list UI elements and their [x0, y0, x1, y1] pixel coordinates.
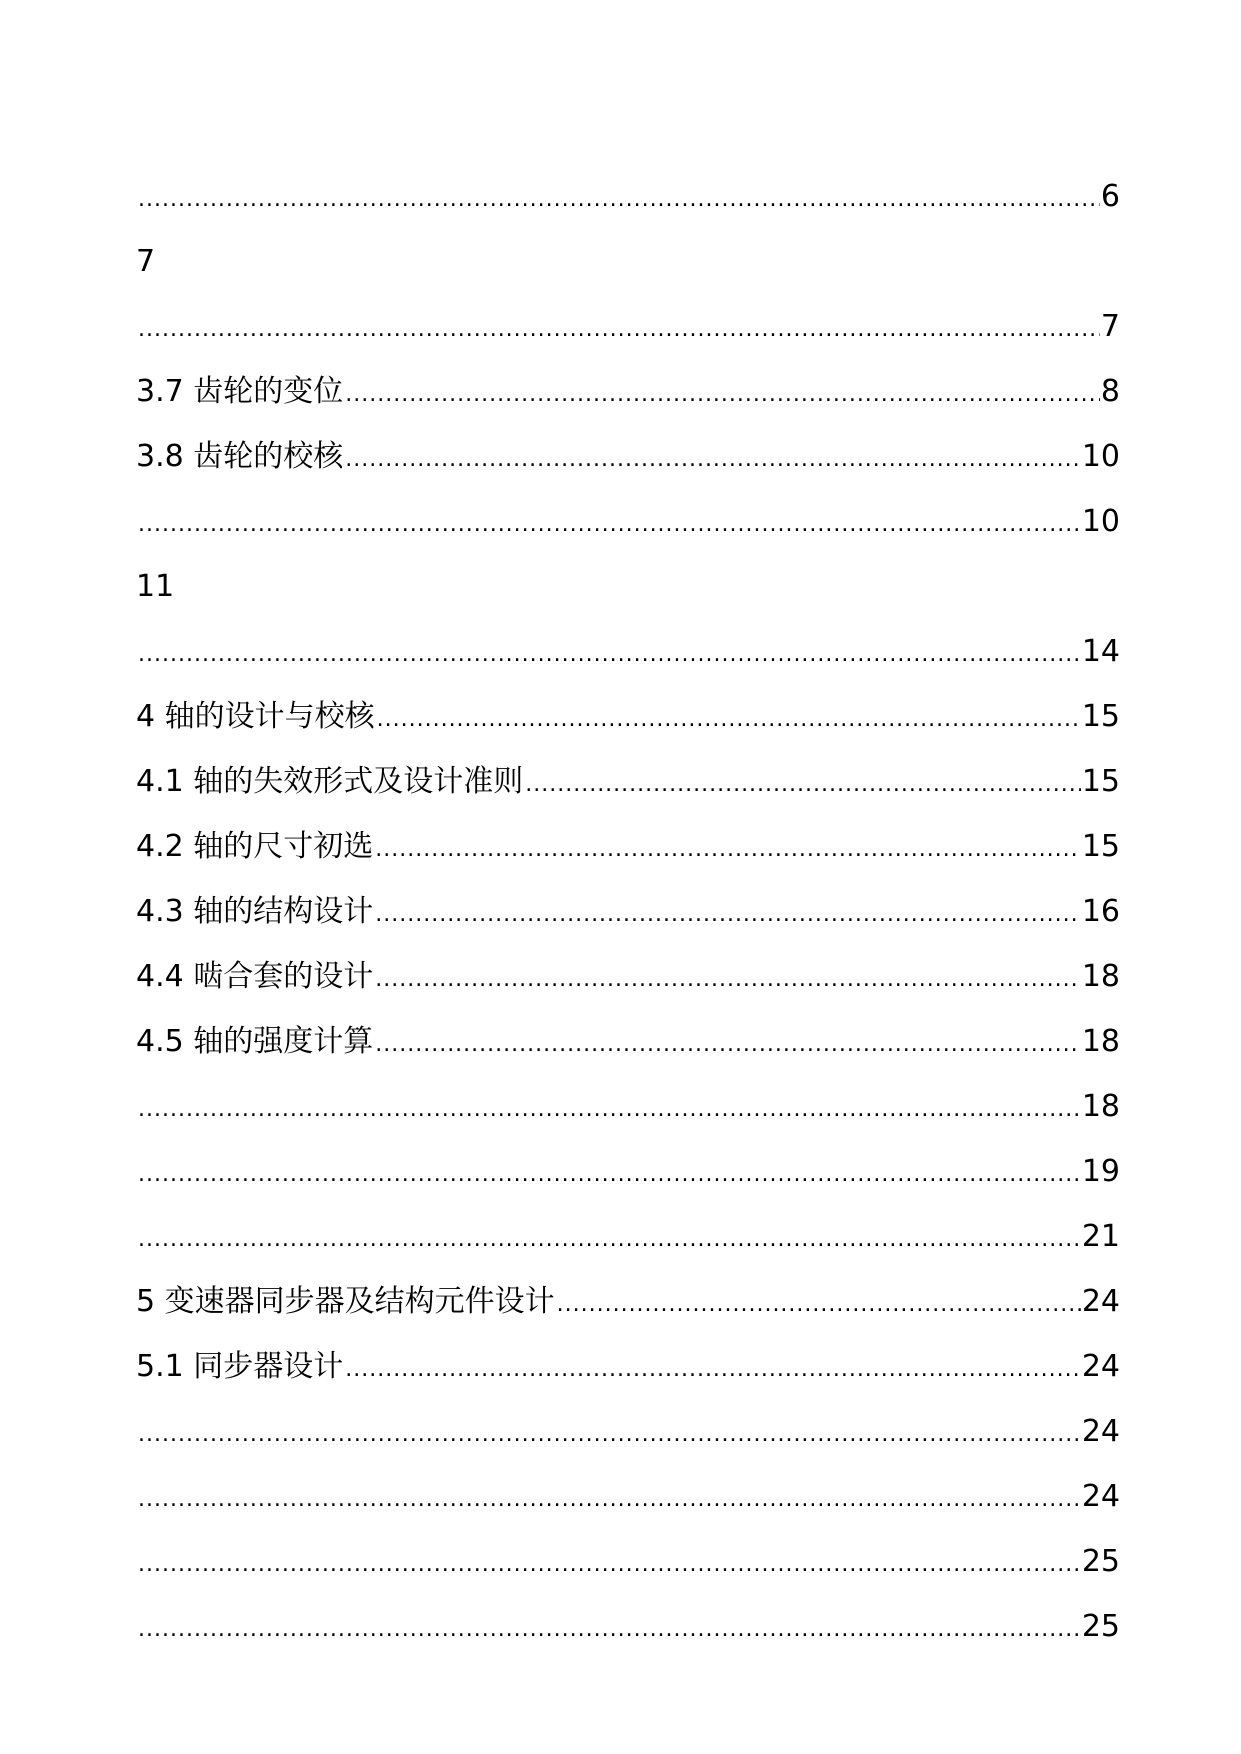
toc-entry-page: 8: [1100, 374, 1120, 409]
toc-entry-title: 3.7 齿轮的变位: [136, 374, 344, 409]
toc-leader-dots: [345, 380, 1100, 410]
toc-entry-title: 4.2 轴的尺寸初选: [136, 829, 374, 864]
toc-entry[interactable]: [136, 1385, 1120, 1450]
toc-leader-dots: [138, 185, 1100, 215]
toc-entry[interactable]: [136, 1450, 1120, 1515]
toc-entry-page: 24: [1081, 1349, 1120, 1384]
toc-entry-page: 18: [1081, 959, 1120, 994]
toc-entry[interactable]: [136, 995, 1120, 1060]
toc-entry[interactable]: [136, 930, 1120, 995]
toc-leader-dots: [345, 445, 1081, 475]
toc-leader-dots: [138, 510, 1081, 540]
toc-leader-dots: [345, 1355, 1081, 1385]
toc-leader-dots: [557, 1290, 1081, 1320]
toc-entry[interactable]: [136, 1320, 1120, 1385]
toc-entry-page: 6: [1100, 179, 1120, 214]
toc-entry[interactable]: [136, 735, 1120, 800]
toc-entry-title: 5.1 同步器设计: [136, 1349, 344, 1384]
toc-entry[interactable]: [136, 800, 1120, 865]
toc-entry-page: 18: [1081, 1089, 1120, 1124]
toc-entry-title: 7: [136, 244, 156, 279]
toc-entry[interactable]: [136, 1190, 1120, 1255]
toc-leader-dots: [138, 1550, 1081, 1580]
toc-leader-dots: [525, 770, 1081, 800]
toc-entry-page: 14: [1081, 634, 1120, 669]
toc-entry-page: 24: [1081, 1414, 1120, 1449]
toc-entry-page: 21: [1081, 1219, 1120, 1254]
toc-entry-page: 25: [1081, 1609, 1120, 1644]
toc-entry-title: 3.8 齿轮的校核: [136, 439, 344, 474]
toc-leader-dots: [375, 1030, 1081, 1060]
toc-leader-dots: [377, 705, 1081, 735]
toc-leader-dots: [375, 900, 1081, 930]
toc-entry-title: 4 轴的设计与校核: [136, 699, 375, 734]
toc-entry[interactable]: [136, 410, 1120, 475]
toc-entry-page: 7: [1100, 309, 1120, 344]
toc-leader-dots: [138, 1095, 1081, 1125]
toc-entry[interactable]: [136, 670, 1120, 735]
toc-entry-page: 15: [1081, 764, 1120, 799]
toc-leader-dots: [138, 1160, 1081, 1190]
toc-entry-page: 25: [1081, 1544, 1120, 1579]
toc-leader-dots: [375, 835, 1081, 865]
toc-entry[interactable]: [136, 150, 1120, 215]
toc-entry[interactable]: [136, 605, 1120, 670]
toc-entry[interactable]: [136, 475, 1120, 540]
toc-entry-page: 18: [1081, 1024, 1120, 1059]
toc-entry[interactable]: [136, 1580, 1120, 1645]
toc-entry-title: 4.3 轴的结构设计: [136, 894, 374, 929]
toc-entry[interactable]: [136, 1255, 1120, 1320]
toc-leader-dots: [138, 1225, 1081, 1255]
toc-entry[interactable]: [136, 1125, 1120, 1190]
toc-entry-page: 24: [1081, 1479, 1120, 1514]
toc-entry-page: 10: [1081, 504, 1120, 539]
toc-entry[interactable]: [136, 215, 1120, 280]
toc-leader-dots: [138, 1420, 1081, 1450]
toc-entry-title: 4.4 啮合套的设计: [136, 959, 374, 994]
toc-entry-title: 5 变速器同步器及结构元件设计: [136, 1284, 555, 1319]
toc-entry-title: 11: [136, 569, 175, 604]
toc-entry[interactable]: [136, 345, 1120, 410]
toc-leader-dots: [138, 640, 1081, 670]
toc-entry-page: 15: [1081, 829, 1120, 864]
toc-entry[interactable]: [136, 1515, 1120, 1580]
toc-entry-title: 4.1 轴的失效形式及设计准则: [136, 764, 524, 799]
toc-entry-page: 19: [1081, 1154, 1120, 1189]
toc-leader-dots: [138, 1615, 1081, 1645]
toc-leader-dots: [138, 1485, 1081, 1515]
toc-entry[interactable]: [136, 280, 1120, 345]
toc-entry-title: 4.5 轴的强度计算: [136, 1024, 374, 1059]
toc-entry[interactable]: [136, 540, 1120, 605]
toc-entry-page: 16: [1081, 894, 1120, 929]
table-of-contents: [136, 150, 1120, 1645]
toc-entry-page: 15: [1081, 699, 1120, 734]
toc-entry-page: 10: [1081, 439, 1120, 474]
toc-entry[interactable]: [136, 865, 1120, 930]
toc-entry[interactable]: [136, 1060, 1120, 1125]
toc-leader-dots: [138, 315, 1100, 345]
toc-entry-page: 24: [1081, 1284, 1120, 1319]
toc-leader-dots: [375, 965, 1081, 995]
